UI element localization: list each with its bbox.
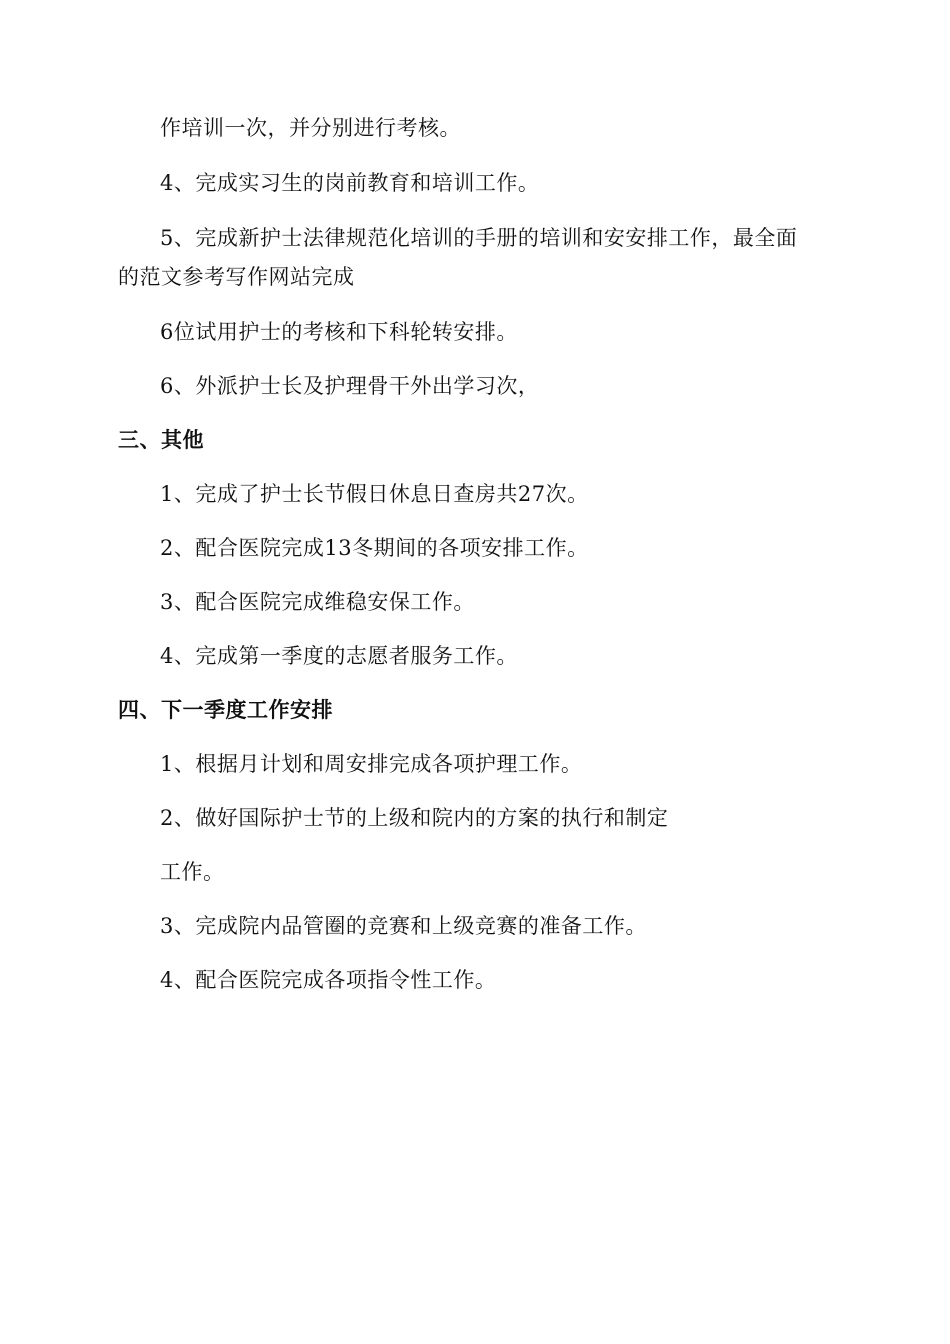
section-heading: 三、其他	[118, 428, 204, 452]
body-line: 6位试用护士的考核和下科轮转安排。	[160, 320, 518, 344]
list-item: 4、配合医院完成各项指令性工作。	[160, 968, 497, 992]
list-item: 6、外派护士长及护理骨干外出学习次，	[160, 374, 540, 398]
list-item: 1、完成了护士长节假日休息日查房共27次。	[160, 482, 589, 506]
list-item: 5、完成新护士法律规范化培训的手册的培训和安安排工作，最全面	[160, 226, 798, 250]
list-item: 3、配合医院完成维稳安保工作。	[160, 590, 475, 614]
list-item: 2、做好国际护士节的上级和院内的方案的执行和制定	[160, 806, 669, 830]
body-line: 工作。	[160, 860, 225, 884]
body-line: 作培训一次，并分别进行考核。	[160, 116, 461, 140]
list-item: 2、配合医院完成13冬期间的各项安排工作。	[160, 536, 589, 560]
list-item: 4、完成实习生的岗前教育和培训工作。	[160, 171, 540, 195]
list-item: 1、根据月计划和周安排完成各项护理工作。	[160, 752, 583, 776]
body-line: 的范文参考写作网站完成	[118, 265, 355, 289]
list-item: 4、完成第一季度的志愿者服务工作。	[160, 644, 518, 668]
section-heading: 四、下一季度工作安排	[118, 698, 333, 722]
list-item: 3、完成院内品管圈的竞赛和上级竞赛的准备工作。	[160, 914, 647, 938]
